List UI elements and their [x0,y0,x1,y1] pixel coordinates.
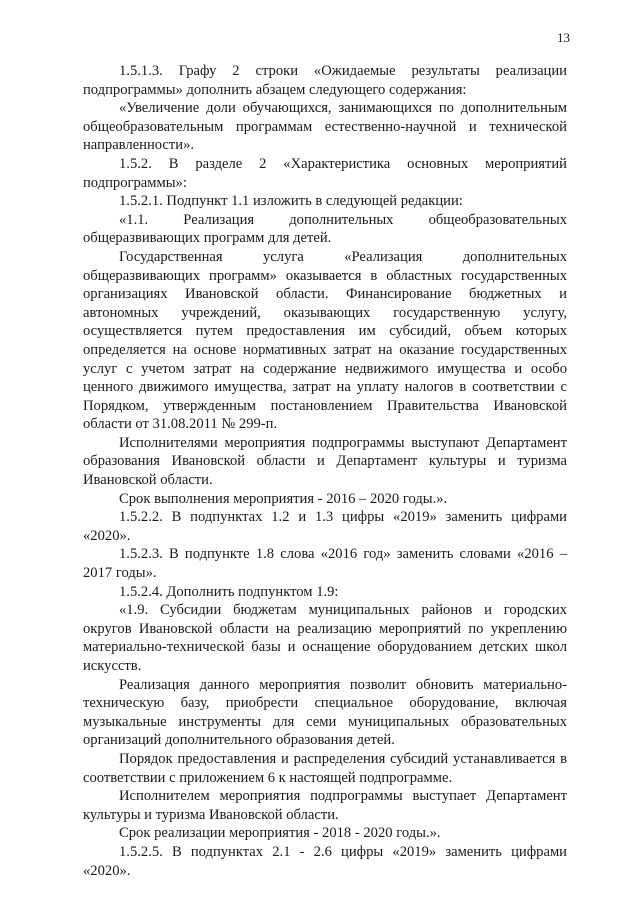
paragraph: Исполнителями мероприятия подпрограммы выступают Департамент образования Ивановской области и Департамент культуры и туризма Ивановской области. [83,434,567,489]
paragraph: 1.5.2.2. В подпунктах 1.2 и 1.3 цифры «2019» заменить цифрами «2020». [83,509,567,544]
paragraph: Исполнителем мероприятия подпрограммы выступает Департамент культуры и туризма Ивановской области. [83,788,567,823]
paragraph: «1.1. Реализация дополнительных общеобразовательных общеразвивающих программ для детей. [83,211,567,247]
paragraph: 1.5.2.4. Дополнить подпунктом 1.9: [119,583,339,600]
paragraph: 1.5.2. В разделе 2 «Характеристика основных мероприятий подпрограммы»: [83,155,567,191]
paragraph: 1.5.2.5. В подпунктах 2.1 - 2.6 цифры «2019» заменить цифрами «2020». [83,843,567,879]
paragraph: Срок выполнения мероприятия - 2016 – 2020 годы.». [119,490,448,507]
paragraph: 1.5.2.3. В подпункте 1.8 слова «2016 год» заменить словами «2016 – 2017 годы». [83,546,567,582]
paragraph: «1.9. Субсидии бюджетам муниципальных районов и городских округов Ивановской области на реализацию мероприятий по укреплению материально-технической базы и оснащение оборудованием детских школ искусств. [83,602,567,674]
document-body [83,62,567,880]
paragraph: Государственная услуга «Реализация дополнительных общеразвивающих программ» оказывается в областных государственных организациях Ивановской области. Финансирование бюджетных и автономных учреждений, оказывающих государственную услугу, осуществляется путем предоставления им субсидий, объем которых определяется на основе нормативных затрат на оказание государственных услуг с учетом затрат на содержание недвижимого имущества и особо ценного движимого имущества, затрат на уплату налогов в соответствии с Порядком, утвержденным постановлением Правительства Ивановской области от 31.08.2011 № 299-п. [83,248,567,433]
paragraph: Реализация данного мероприятия позволит обновить материально-техническую базу, приобрести специальное оборудование, включая музыкальные инструменты для семи муниципальных образовательных организаций дополнительного образования детей. [83,676,567,749]
paragraph: 1.5.2.1. Подпункт 1.1 изложить в следующей редакции: [119,193,463,210]
paragraph: 1.5.1.3. Графу 2 строки «Ожидаемые результаты реализации подпрограммы» дополнить абзацем следующего содержания: [83,63,567,98]
paragraph: «Увеличение доли обучающихся, занимающихся по дополнительным общеобразовательным программам естественно-научной и технической направленности». [83,100,567,154]
page-number: 13 [557,30,570,45]
paragraph: Порядок предоставления и распределения субсидий устанавливается в соответствии с приложением 6 к настоящей подпрограмме. [83,750,567,786]
paragraph: Срок реализации мероприятия - 2018 - 2020 годы.». [119,825,441,842]
